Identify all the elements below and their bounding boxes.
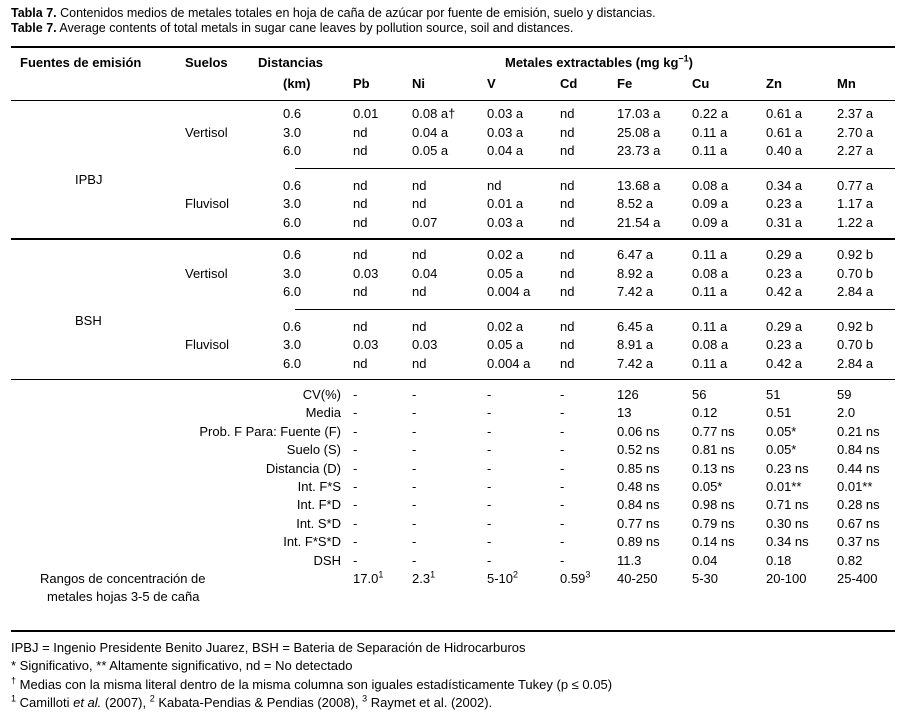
stat-value: 0.84 ns (617, 497, 660, 513)
stat-value: 0.85 ns (617, 460, 660, 476)
value-cell: nd (560, 265, 575, 281)
stat-value: 0.79 ns (692, 515, 735, 531)
stat-value: - (412, 460, 417, 476)
stat-value: - (353, 442, 358, 458)
stat-value: 0.71 ns (766, 497, 809, 513)
value-cell: 0.02 a (487, 318, 524, 334)
stat-value: 51 (766, 387, 781, 402)
value-cell: 0.004 a (487, 355, 531, 371)
stat-label: Int. F*S*D (283, 534, 341, 550)
ref-number: 2 (149, 693, 155, 704)
value-cell: 0.05 a (412, 143, 449, 158)
value-cell: 23.73 a (617, 143, 661, 158)
stat-value: 0.81 ns (692, 442, 735, 458)
footnote-abbrev: IPBJ = Ingenio Presidente Benito Juarez, BSH = Bateria de Separación de Hidrocarburos (11, 640, 526, 655)
value-cell: 7.42 a (617, 284, 654, 299)
value-cell: 0.11 a (692, 355, 728, 371)
value-cell: 0.03 (353, 337, 379, 352)
stat-value: - (353, 460, 358, 476)
stat-value: - (560, 515, 565, 531)
stat-value: 0.77 ns (692, 423, 735, 439)
value-cell: 0.23 a (766, 196, 803, 211)
stat-value: - (487, 423, 492, 439)
value-cell: 0.92 b (837, 247, 874, 262)
value-cell: 0.04 a (412, 124, 449, 140)
stat-value: 0.34 ns (766, 534, 809, 550)
distance-cell: 0.6 (283, 318, 302, 334)
value-cell: 0.02 a (487, 247, 524, 262)
column-header-fe: Fe (617, 76, 633, 91)
value-cell: 0.09 a (692, 214, 729, 230)
value-cell: 0.70 b (837, 337, 874, 352)
stat-value: - (560, 497, 565, 513)
value-cell: 0.03 a (487, 124, 524, 140)
tukey-text: Medias con la misma literal dentro de la misma columna son iguales estadísticamente Tukey (p ≤ 0.05) (19, 677, 613, 692)
range-number: 25-400 (837, 571, 878, 586)
value-cell: 21.54 a (617, 214, 661, 230)
caption-en (11, 20, 573, 36)
stat-label: DSH (313, 552, 341, 568)
ranges-label-1: Rangos de concentración de (40, 571, 206, 586)
stat-value: 0.89 ns (617, 534, 660, 550)
stat-value: - (560, 387, 565, 402)
value-cell: 8.92 a (617, 265, 654, 281)
stat-value: - (412, 387, 417, 402)
caption-en-label: Table 7. (11, 21, 57, 35)
column-header-pb: Pb (353, 76, 370, 91)
stat-value: 0.77 ns (617, 515, 660, 531)
header-suelos: Suelos (185, 55, 228, 70)
header-km: (km) (283, 76, 311, 91)
stat-value: 0.67 ns (837, 515, 880, 531)
value-cell: 0.04 (412, 265, 438, 281)
value-cell: 0.11 a (692, 284, 728, 299)
stat-value: - (353, 405, 358, 421)
stat-label: Int. S*D (296, 515, 341, 531)
value-cell: nd (412, 355, 427, 371)
value-cell: 0.03 (412, 337, 438, 352)
source-label: BSH (75, 313, 102, 328)
value-cell: 1.22 a (837, 214, 874, 230)
stat-value: 0.37 ns (837, 534, 880, 550)
stat-label: Int. F*D (296, 497, 341, 513)
soil-label: Fluvisol (185, 337, 230, 352)
distance-cell: 3.0 (283, 124, 302, 140)
value-cell: nd (353, 355, 368, 371)
value-cell: 0.03 (353, 265, 379, 281)
stat-value: - (353, 552, 358, 568)
stat-value: - (560, 460, 565, 476)
stat-value: 0.52 ns (617, 442, 660, 458)
value-cell: nd (560, 177, 575, 193)
value-cell: 2.70 a (837, 124, 874, 140)
stat-value: 56 (692, 387, 707, 402)
value-cell: nd (560, 355, 575, 371)
value-cell: 0.03 a (487, 106, 524, 121)
dagger-mark: † (11, 675, 17, 686)
range-value (412, 571, 435, 587)
stat-label: Media (305, 405, 341, 421)
stat-value: - (487, 515, 492, 531)
value-cell: 0.11 a (692, 318, 728, 334)
value-cell: nd (353, 318, 368, 334)
stat-value: - (412, 515, 417, 531)
soil-label: Fluvisol (185, 196, 230, 211)
footnote-tukey (11, 677, 612, 693)
ranges-label-2: metales hojas 3-5 de caña (47, 589, 200, 604)
range-value (837, 571, 877, 587)
stat-value: 0.05* (766, 442, 797, 458)
stat-value: - (487, 405, 492, 421)
stat-label: Distancia (D) (265, 460, 341, 476)
stat-value: 0.44 ns (837, 460, 880, 476)
stat-value: 0.05* (692, 479, 723, 494)
caption-en-text: Average contents of total metals in sugar cane leaves by pollution source, soil and distances. (59, 21, 574, 35)
value-cell: 0.31 a (766, 214, 803, 230)
value-cell: 0.40 a (766, 143, 803, 158)
stats-divider (11, 379, 895, 380)
stat-value: - (412, 405, 417, 421)
soil-label: Vertisol (185, 265, 228, 281)
value-cell: 0.03 a (487, 214, 524, 230)
header-metales (505, 55, 693, 71)
value-cell: nd (353, 177, 368, 193)
soil-label: Vertisol (185, 124, 228, 140)
caption-es-text: Contenidos medios de metales totales en hoja de caña de azúcar por fuente de emisión, suelo y distancias. (60, 6, 656, 20)
soil-divider (295, 309, 895, 310)
footnote-refs: $^1$ Camilloti et al. (2007), $^2$ Kabata-Pendias & Pendias (2008), $^3$ Raymet et al. (2002). (11, 693, 493, 710)
bottom-rule (11, 630, 895, 632)
stat-value: - (353, 515, 358, 531)
value-cell: 0.23 a (766, 337, 803, 352)
stat-value: 2.0 (837, 405, 856, 421)
soil-divider (295, 168, 895, 169)
distance-cell: 6.0 (283, 284, 302, 299)
value-cell: 0.29 a (766, 318, 803, 334)
stat-value: 0.23 ns (766, 460, 809, 476)
value-cell: 0.61 a (766, 106, 803, 121)
value-cell: 2.27 a (837, 143, 874, 158)
value-cell: 0.11 a (692, 124, 728, 140)
stat-value: - (412, 534, 417, 550)
value-cell: 0.08 a (692, 177, 729, 193)
stat-value: - (353, 497, 358, 513)
distance-cell: 0.6 (283, 177, 302, 193)
value-cell: nd (560, 284, 575, 299)
value-cell: 13.68 a (617, 177, 661, 193)
range-ref: 1 (378, 569, 384, 580)
value-cell: 2.84 a (837, 284, 874, 299)
stat-value: - (487, 387, 492, 402)
stat-value: 0.05* (766, 423, 797, 439)
stat-value: 13 (617, 405, 632, 421)
header-rule (11, 100, 895, 101)
stat-value: - (560, 423, 565, 439)
value-cell: 0.09 a (692, 196, 729, 211)
header-distancias: Distancias (258, 55, 324, 70)
range-number: 2.3 (412, 571, 431, 586)
metales-exp: −1 (678, 53, 689, 64)
stat-value: - (487, 479, 492, 494)
value-cell: nd (353, 196, 368, 211)
value-cell: 6.45 a (617, 318, 654, 334)
stat-value: 0.48 ns (617, 479, 660, 494)
distance-cell: 6.0 (283, 355, 302, 371)
value-cell: nd (412, 196, 427, 211)
stat-value: - (560, 552, 565, 568)
stat-value: 0.82 (837, 552, 863, 568)
value-cell: 6.47 a (617, 247, 654, 262)
value-cell: 0.22 a (692, 106, 729, 121)
range-value (560, 571, 590, 587)
top-rule (11, 46, 895, 48)
column-header-cd: Cd (560, 76, 578, 91)
range-number: 40-250 (617, 571, 658, 586)
value-cell: 8.91 a (617, 337, 654, 352)
value-cell: 0.08 a (692, 265, 729, 281)
metales-close: ) (688, 55, 694, 70)
value-cell: 0.05 a (487, 265, 524, 281)
metales-label: Metales extractables (mg kg (505, 55, 679, 70)
stat-value: 0.04 (692, 552, 718, 568)
stat-value: 0.18 (766, 552, 792, 568)
value-cell: 0.70 b (837, 265, 874, 281)
value-cell: nd (560, 214, 575, 230)
value-cell: 25.08 a (617, 124, 661, 140)
distance-cell: 0.6 (283, 106, 302, 121)
stat-value: 0.13 ns (692, 460, 735, 476)
range-value (766, 571, 806, 587)
stat-value: - (560, 479, 565, 494)
caption-es (11, 5, 656, 21)
value-cell: nd (412, 247, 427, 262)
stat-value: - (353, 387, 358, 402)
range-number: 17.0 (353, 571, 379, 586)
value-cell: nd (353, 143, 368, 158)
stat-label: Prob. F Para: Fuente (F) (199, 423, 341, 439)
stat-label: CV(%) (302, 387, 341, 402)
stat-label: Suelo (S) (286, 442, 341, 458)
value-cell: nd (560, 337, 575, 352)
stat-value: 126 (617, 387, 639, 402)
value-cell: 0.11 a (692, 247, 728, 262)
value-cell: nd (560, 318, 575, 334)
stat-value: - (412, 423, 417, 439)
ref-etal: et al. (73, 695, 102, 710)
stat-value: 0.01** (837, 479, 873, 494)
caption-es-label: Tabla 7. (11, 6, 57, 20)
value-cell: 0.07 (412, 214, 438, 230)
stat-value: - (412, 442, 417, 458)
stat-value: 0.51 (766, 405, 792, 421)
value-cell: 0.08 a† (412, 106, 456, 121)
value-cell: nd (560, 124, 575, 140)
value-cell: 0.23 a (766, 265, 803, 281)
column-header-ni: Ni (412, 76, 425, 91)
value-cell: 0.61 a (766, 124, 803, 140)
stat-value: 0.30 ns (766, 515, 809, 531)
value-cell: 0.42 a (766, 355, 803, 371)
value-cell: nd (487, 177, 502, 193)
range-number: 0.59 (560, 571, 586, 586)
value-cell: 8.52 a (617, 196, 654, 211)
value-cell: 7.42 a (617, 355, 654, 371)
ref-number: 1 (11, 693, 17, 704)
range-number: 20-100 (766, 571, 807, 586)
column-header-v: V (487, 76, 496, 91)
stat-value: - (560, 534, 565, 550)
stat-value: 11.3 (617, 552, 642, 568)
range-value (353, 571, 383, 587)
stat-value: - (487, 460, 492, 476)
stat-value: - (560, 442, 565, 458)
footnote-signif: * Significativo, ** Altamente significativo, nd = No detectado (11, 658, 353, 673)
range-ref: 2 (513, 569, 519, 580)
group-divider (11, 238, 895, 240)
value-cell: 17.03 a (617, 106, 661, 121)
value-cell: nd (412, 284, 427, 299)
stat-value: - (560, 405, 565, 421)
range-value (487, 571, 518, 587)
stat-value: 0.84 ns (837, 442, 880, 458)
distance-cell: 3.0 (283, 196, 302, 211)
value-cell: nd (353, 284, 368, 299)
source-label: IPBJ (75, 172, 103, 187)
range-number: 5-30 (692, 571, 719, 586)
value-cell: nd (353, 124, 368, 140)
stat-value: - (353, 479, 358, 494)
value-cell: 0.01 (353, 106, 379, 121)
ref-number: 3 (362, 693, 368, 704)
stat-value: - (487, 497, 492, 513)
value-cell: 0.004 a (487, 284, 531, 299)
stat-value: 0.28 ns (837, 497, 880, 513)
value-cell: 2.84 a (837, 355, 874, 371)
stat-value: 0.12 (692, 405, 718, 421)
stat-value: - (487, 552, 492, 568)
stat-value: - (412, 552, 417, 568)
header-fuentes: Fuentes de emisión (20, 55, 142, 70)
value-cell: 0.92 b (837, 318, 874, 334)
value-cell: nd (560, 106, 575, 121)
stat-value: 0.01** (766, 479, 802, 494)
column-header-mn: Mn (837, 76, 856, 91)
distance-cell: 0.6 (283, 247, 302, 262)
stat-value: - (487, 442, 492, 458)
stat-value: - (353, 423, 358, 439)
column-header-zn: Zn (766, 76, 782, 91)
value-cell: 0.08 a (692, 337, 729, 352)
range-value (617, 571, 657, 587)
value-cell: 0.34 a (766, 177, 803, 193)
range-ref: 3 (585, 569, 591, 580)
value-cell: nd (412, 318, 427, 334)
value-cell: nd (412, 177, 427, 193)
value-cell: nd (560, 143, 575, 158)
value-cell: 2.37 a (837, 106, 874, 121)
stat-value: 0.06 ns (617, 423, 660, 439)
stat-value: 0.98 ns (692, 497, 735, 513)
stat-value: - (412, 497, 417, 513)
distance-cell: 6.0 (283, 214, 302, 230)
stat-value: - (487, 534, 492, 550)
stat-label: Int. F*S (297, 479, 341, 494)
value-cell: nd (353, 214, 368, 230)
value-cell: 0.42 a (766, 284, 803, 299)
value-cell: nd (560, 247, 575, 262)
distance-cell: 3.0 (283, 337, 302, 352)
range-number: 5-10 (487, 571, 514, 586)
value-cell: 0.11 a (692, 143, 728, 158)
distance-cell: 6.0 (283, 143, 302, 158)
value-cell: 0.29 a (766, 247, 803, 262)
stat-value: - (412, 479, 417, 494)
stat-value: 0.21 ns (837, 423, 880, 439)
value-cell: 1.17 a (837, 196, 874, 211)
stat-value: - (353, 534, 358, 550)
value-cell: nd (353, 247, 368, 262)
value-cell: 0.04 a (487, 143, 524, 158)
stat-value: 0.14 ns (692, 534, 735, 550)
stat-value: 59 (837, 387, 852, 402)
value-cell: 0.77 a (837, 177, 874, 193)
column-header-cu: Cu (692, 76, 710, 91)
value-cell: 0.01 a (487, 196, 524, 211)
value-cell: 0.05 a (487, 337, 524, 352)
distance-cell: 3.0 (283, 265, 302, 281)
range-ref: 1 (430, 569, 436, 580)
range-value (692, 571, 718, 587)
value-cell: nd (560, 196, 575, 211)
